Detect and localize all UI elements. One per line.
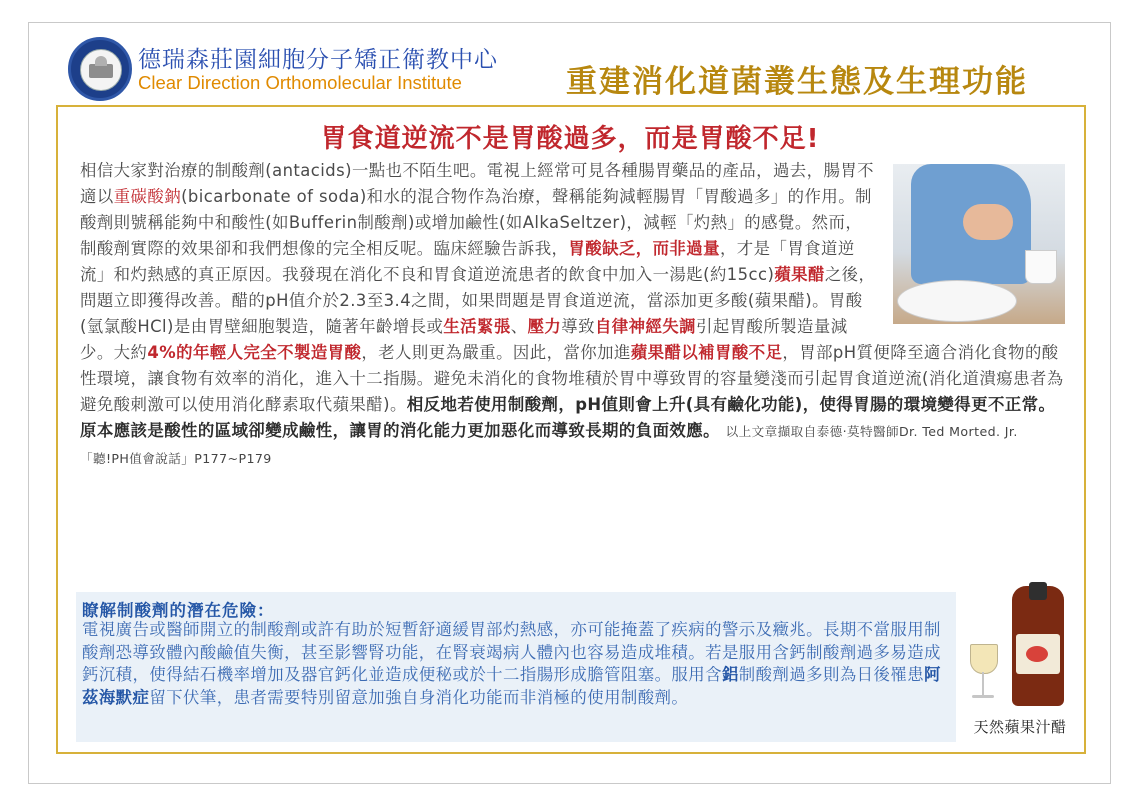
- article-highlight-4-percent: 4%的年輕人完全不製造胃酸: [147, 343, 362, 362]
- wine-glass-graphic: [970, 644, 998, 674]
- article-highlight-vinegar: 蘋果醋: [774, 265, 825, 284]
- article-citation: 以上文章擷取自泰德‧莫特醫師Dr. Ted Morted. Jr.「聽!PH值會說話」P177~P179: [80, 424, 1018, 466]
- danger-text-1: 電視廣告或醫師開立的制酸劑或許有助於短暫舒適緩胃部灼熱感，亦可能掩蓋了疾病的警示及癥兆。長期不當服用制酸劑恐導致體內酸鹼值失衡，甚至影響腎功能，在腎衰竭病人體內也容易造成堆積。若是服用含鈣制酸劑過多易造成鈣沉積，使得結石機率增加及器官鈣化並造成便秘或於十二指腸形成膽管阻塞。服用含: [82, 620, 941, 684]
- article-body: [80, 158, 1065, 472]
- danger-title: 瞭解制酸劑的潛在危險：: [82, 601, 275, 620]
- vinegar-bottle-label: [1016, 634, 1060, 674]
- danger-text: [82, 619, 950, 709]
- article-text-sep: 、: [510, 317, 528, 336]
- wine-glass-base: [972, 695, 994, 698]
- article-text-2: (bicarbonate of soda)和水的混合物作為治療，聲稱能夠減輕腸胃「胃酸過多」的作用。制酸劑則號稱能夠中和酸性(如Bufferin制酸劑)或增加鹼性(如AlkaSeltzer)，減輕「灼熱」的感覺。然而，制酸劑實際的效果卻和我們想像的完全相反呢。臨床經驗告訴我，: [80, 187, 872, 258]
- danger-text-2: 制酸劑過多則為日後罹患: [738, 665, 925, 684]
- org-name-chinese: 德瑞森莊園細胞分子矯正衛教中心: [138, 47, 498, 73]
- photo-cup: [1025, 250, 1057, 284]
- article-highlight-pressure: 壓力: [527, 317, 562, 336]
- article-text-7: ，胃部pH質便降至適合消化食物的酸性環境，讓食物有效率的消化，進入十二指腸。避免未消化的食物堆積於胃中導致胃的容量變淺而引起胃食道逆流(消化道潰瘍患者為避免酸刺激可以使用消化酵素取代蘋果醋)。: [80, 343, 1064, 414]
- danger-text-3: 留下伏筆，患者需要特別留意加強自身消化功能而非消極的使用制酸劑。: [149, 687, 689, 707]
- article-bold-conclusion: 相反地若使用制酸劑，pH值則會上升(具有鹼化功能)，使得胃腸的環境變得更不正常。原本應該是酸性的區域卻變成鹼性，讓胃的消化能力更加惡化而導致長期的負面效應。: [80, 395, 1056, 440]
- article-highlight-stress: 生活緊張: [443, 317, 511, 336]
- article-text-6: ，老人則更為嚴重。因此，當你加進: [361, 343, 631, 362]
- apple-cider-vinegar-bottle-photo: [966, 586, 1086, 714]
- article-headline: 胃食道逆流不是胃酸過多，而是胃酸不足!: [320, 124, 820, 154]
- article-text-3: ，才是「胃食道逆流」和灼熱感的真正原因。我發現在消化不良和胃食道逆流患者的飲食中加入一湯匙(約15cc): [80, 239, 855, 284]
- seal-building-graphic: [80, 49, 122, 91]
- photo-plate: [897, 280, 1017, 322]
- article-highlight-supplement: 蘋果醋以補胃酸不足: [630, 343, 783, 362]
- article-text-4b: 導致: [561, 317, 595, 336]
- wine-glass-stem: [982, 672, 984, 696]
- clear-direction-seal-logo: [68, 37, 132, 101]
- article-text-4: 之後，問題立即獲得改善。醋的pH值介於2.3至3.4之間，如果問題是胃食道逆流，當添加更多酸(蘋果醋)。胃酸(氫氯酸HCl)是由胃壁細胞製造，隨著年齡增長或: [80, 265, 876, 336]
- org-name-english: Clear Direction Orthomolecular Institute: [138, 72, 462, 93]
- article-highlight-deficiency: 胃酸缺乏，而非過量: [568, 239, 720, 258]
- vinegar-bottle-cap: [1029, 582, 1047, 600]
- article-text-5: 引起胃酸所製造量減少。大約: [80, 317, 848, 362]
- photo-hand: [963, 204, 1013, 240]
- article-highlight-soda: 重碳酸鈉: [113, 187, 182, 206]
- danger-bold-alzheimers: 阿茲海默症: [82, 665, 941, 707]
- article-highlight-autonomic: 自律神經失調: [594, 317, 696, 336]
- page-title: 重建消化道菌叢生態及生理功能: [566, 64, 1028, 100]
- article-text-1: 相信大家對治療的制酸劑(antacids)一點也不陌生吧。電視上經常可見各種腸胃藥品的產品，過去，腸胃不適以: [80, 161, 875, 206]
- product-caption: 天然蘋果汁醋: [973, 718, 1067, 736]
- antacid-danger-box: [76, 592, 956, 742]
- danger-bold-aluminum: 鋁: [721, 665, 739, 684]
- stomach-ache-man-photo: [893, 164, 1065, 324]
